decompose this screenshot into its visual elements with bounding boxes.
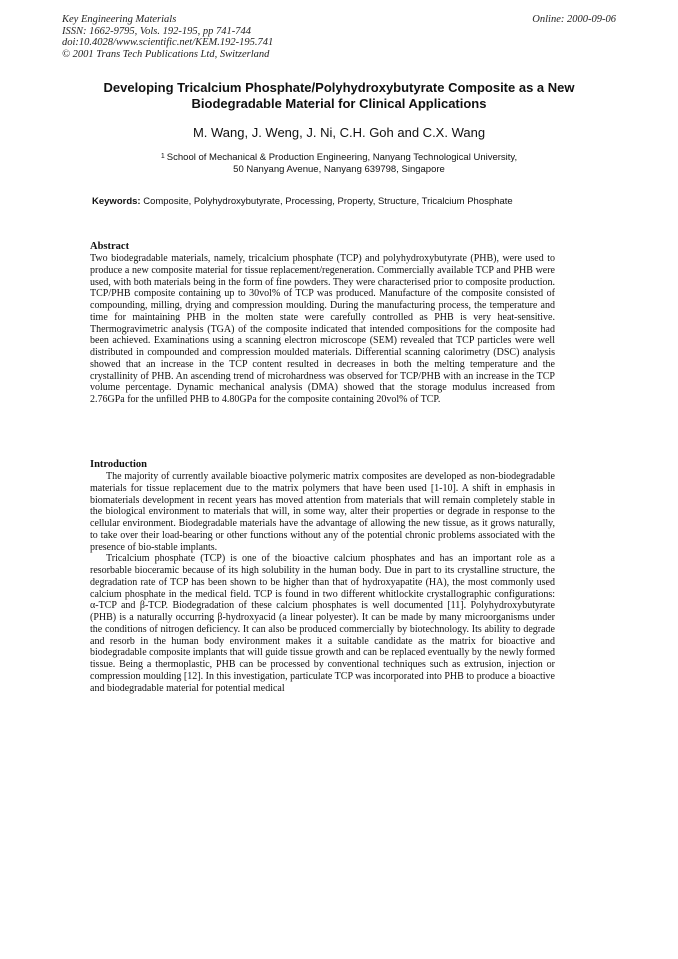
abstract-heading: Abstract — [90, 241, 130, 252]
keywords-block — [92, 196, 532, 208]
abstract-section — [90, 241, 555, 406]
keywords-text: Composite, Polyhydroxybutyrate, Processing, Property, Structure, Tricalcium Phosphate — [143, 196, 513, 207]
affiliation-line-2: 50 Nanyang Avenue, Nanyang 639798, Singapore — [233, 164, 445, 175]
introduction-section — [90, 459, 555, 694]
copyright-line: © 2001 Trans Tech Publications Ltd, Switzerland — [62, 48, 270, 60]
paper-title: Developing Tricalcium Phosphate/Polyhydroxybutyrate Composite as a New Biodegradable Material for Clinical Applications — [103, 80, 575, 111]
introduction-heading: Introduction — [90, 459, 147, 470]
affiliation — [100, 152, 578, 176]
online-date: Online: 2000-09-06 — [532, 14, 616, 25]
affiliation-mark: 1 — [160, 153, 165, 160]
affiliation-text-1: School of Mechanical & Production Engineering, Nanyang Technological University, — [166, 152, 518, 163]
author-list: M. Wang, J. Weng, J. Ni, C.H. Goh and C.X. Wang — [192, 125, 486, 140]
keywords-label: Keywords: — [92, 196, 141, 207]
issn-line: ISSN: 1662-9795, Vols. 192-195, pp 741-744 — [62, 25, 251, 37]
affiliation-line-1 — [100, 152, 578, 164]
doi-line[interactable]: doi:10.4028/www.scientific.net/KEM.192-195.741 — [62, 37, 274, 48]
introduction-paragraph-2: Tricalcium phosphate (TCP) is one of the bioactive calcium phosphates and has an important role as a resorbable bioceramic because of its high solubility in the human body. Due in part to its crystalline structure, the degradation rate of TCP has been shown to be higher than that of hydroxyapatite (HA), the most commonly used calcium phosphate in the medical field. TCP is found in two different whitlockite crystallographic configurations: α-TCP and β-TCP. Biodegradation of these calcium phosphates is well documented [11]. Polyhydroxybutyrate (PHB) is a naturally occurring β-hydroxyacid (a linear polyester). It can be made by many microorganisms under the conditions of nitrogen deficiency. It can also be produced commercially by biotechnology. Its ability to degrade and resorb in the human body environment makes it a suitable candidate as the matrix for bioactive and biodegradable composite implants that will guide tissue growth and can be replaced eventually by the newly formed tissue. Being a thermoplastic, PHB can be processed by conventional techniques such as extrusion, injection or compression moulding [12]. In this investigation, particulate TCP was incorporated into PHB to produce a bioactive and biodegradable material for potential medical — [90, 553, 555, 694]
journal-name: Key Engineering Materials — [62, 14, 177, 25]
abstract-text: Two biodegradable materials, namely, tricalcium phosphate (TCP) and polyhydroxybutyrate (PHB), were used to produce a new composite material for tissue replacement/regeneration. Commercially available TCP and PHB were used, with both materials being in the form of fine powders. They were characterised prior to composite production. TCP/PHB composite containing up to 30vol% of TCP was produced. Manufacture of the composite consisted of compounding, milling, drying and compression moulding. During the manufacturing process, the temperature and time for maintaining PHB in the molten state were carefully controlled as PHB is very heat-sensitive. Thermogravimetric analysis (TGA) of the composite indicated that intended compositions for the composite had been achieved. Examinations using a scanning electron microscope (SEM) revealed that TCP particles were well distributed in compounded and compression moulded materials. Differential scanning calorimetry (DSC) analysis showed that an increase in the TCP content resulted in decreases in both the melting temperature and the crystallinity of PHB. An ascending trend of microhardness was observed for TCP/PHB with an increase in the TCP volume percentage. Dynamic mechanical analysis (DMA) showed that the storage modulus increased from 2.76GPa for the unfilled PHB to 4.80GPa for the composite containing 20vol% of TCP. — [90, 253, 555, 405]
introduction-paragraph-1: The majority of currently available bioactive polymeric matrix composites are developed as non-biodegradable materials for tissue replacement due to the matrix polymers that have been used [1-10]. A shift in emphasis in biomaterials development in recent years has moved attention from materials that will remain completely stable in the biological environment to materials that will, in some way, alter their properties or degrade in response to the cellular environment. Biodegradable materials have the advantage of allowing the new tissue, as it grows naturally, to take over their load-bearing or other functions without any of the potential chronic problems associated with the presence of bio-stable implants. — [90, 471, 555, 553]
journal-header — [62, 14, 422, 60]
